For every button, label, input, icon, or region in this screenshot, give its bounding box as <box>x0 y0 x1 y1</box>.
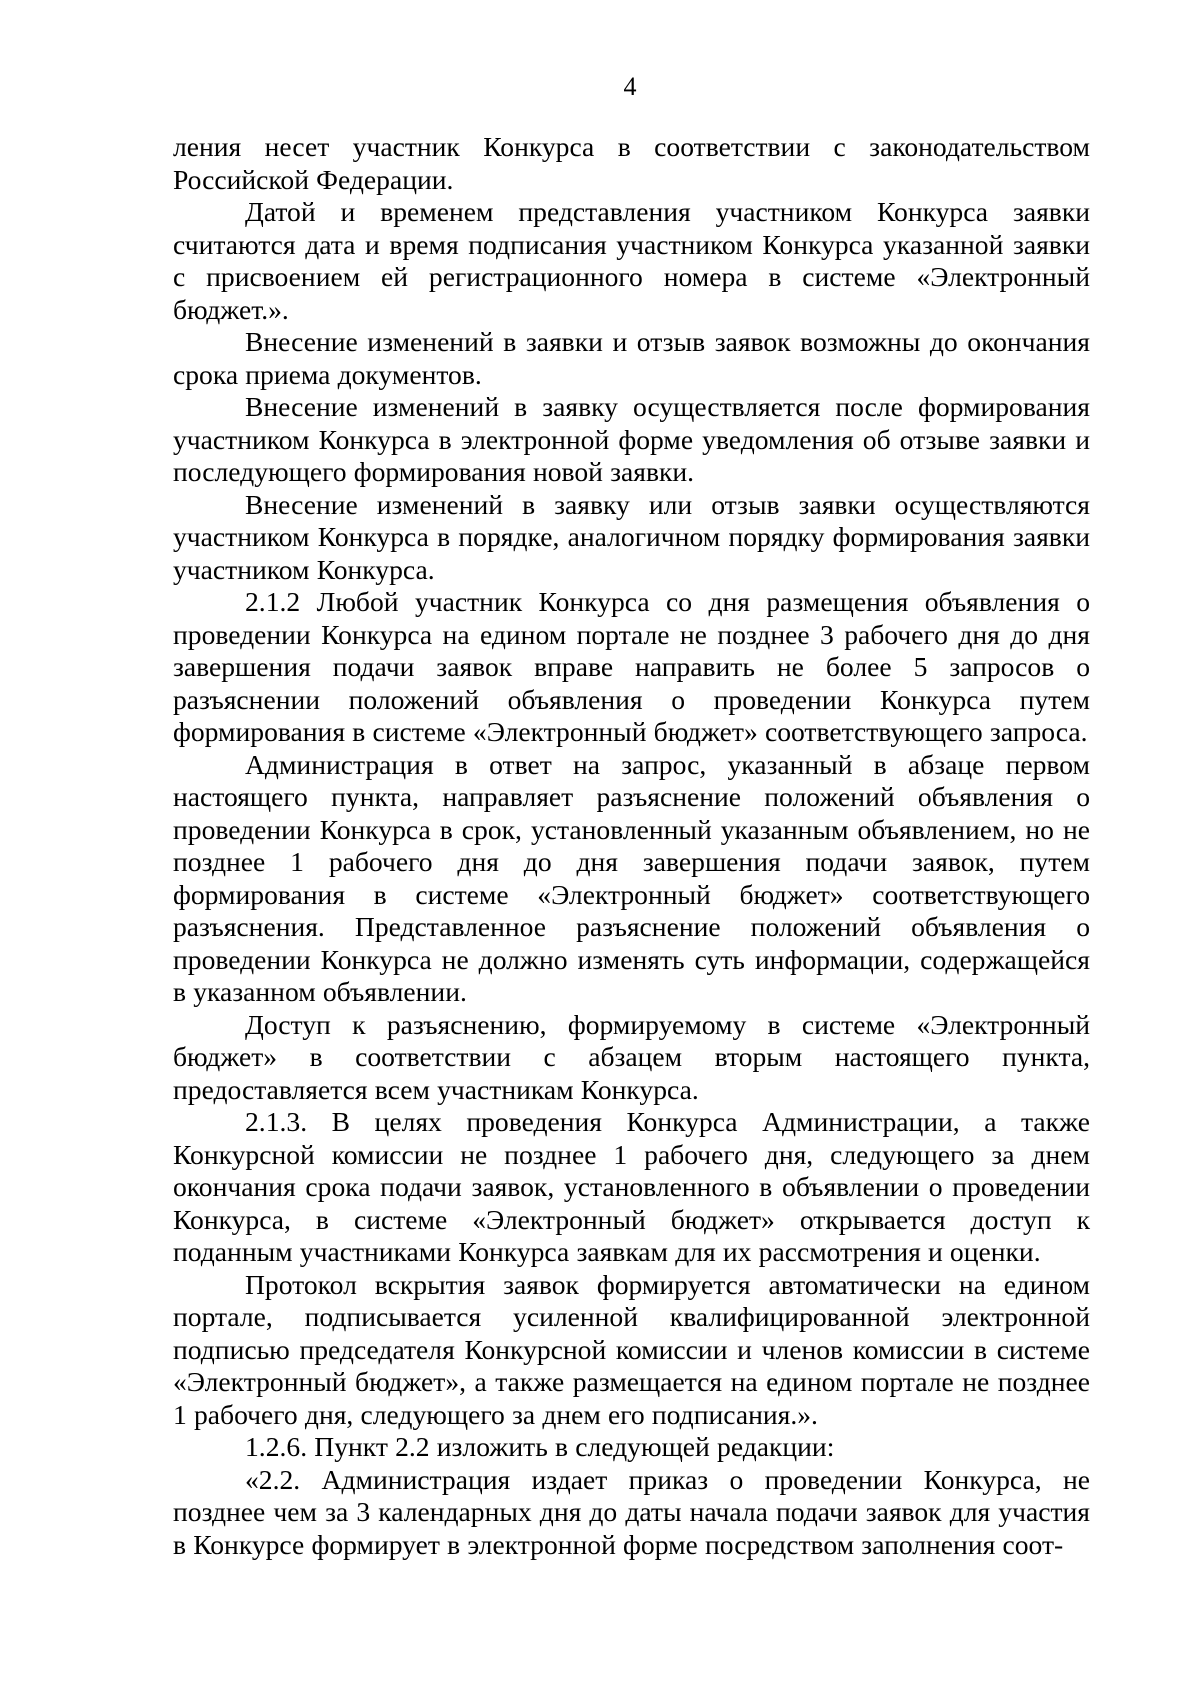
document-body <box>173 131 1090 1561</box>
paragraph-4: Внесение изменений в заявку осуществляется после формирования участником Конкурса в электронной форме уведомления об отзыве заявки и последующего формирования новой заявки. <box>173 391 1090 487</box>
paragraph-11: 1.2.6. Пункт 2.2 изложить в следующей редакции: <box>245 1431 835 1462</box>
paragraph-3: Внесение изменений в заявки и отзыв заявок возможны до окончания срока приема документов. <box>173 326 1090 390</box>
paragraph-8: Доступ к разъяснению, формируемому в системе «Электронный бюджет» в соответствии с абзацем вторым настоящего пункта, предоставляется всем участникам Конкурса. <box>173 1008 1090 1105</box>
paragraph-12: «2.2. Администрация издает приказ о проведении Конкурса, не позднее чем за 3 календарных дня до даты начала подачи заявок для участия в Конкурсе формирует в электронной форме посредством заполнения соот- <box>173 1463 1090 1560</box>
paragraph-5: Внесение изменений в заявку или отзыв заявки осуществляются участником Конкурса в порядке, аналогичном порядку формирования заявки участником Конкурса. <box>173 488 1090 585</box>
paragraph-7: Администрация в ответ на запрос, указанный в абзаце первом настоящего пункта, направляет разъяснение положений объявления о проведении Конкурса в срок, установленный указанным объявлением, но не позднее 1 рабочего дня до дня завершения подачи заявок, путем формирования в системе «Электронный бюджет» соответствующего разъяснения. Представленное разъяснение положений объявления о проведении Конкурса не должно изменять суть информации, содержащейся в указанном объявлении. <box>173 748 1090 1007</box>
paragraph-6: 2.1.2 Любой участник Конкурса со дня размещения объявления о проведении Конкурса на едином портале не позднее 3 рабочего дня до дня завершения подачи заявок вправе направить не более 5 запросов о разъяснении положений объявления о проведении Конкурса путем формирования в системе «Электронный бюджет» соответствующего запроса. <box>173 586 1090 747</box>
paragraph-9: 2.1.3. В целях проведения Конкурса Администрации, а также Конкурсной комиссии не позднее 1 рабочего дня, следующего за днем окончания срока подачи заявок, установленного в объявлении о проведении Конкурса, в системе «Электронный бюджет» открывается доступ к поданным участниками Конкурса заявкам для их рассмотрения и оценки. <box>173 1106 1090 1267</box>
page-number: 4 <box>623 72 637 101</box>
paragraph-2: Датой и временем представления участником Конкурса заявки считаются дата и время подписания участником Конкурса указанной заявки с присвоением ей регистрационного номера в системе «Электронный бюджет.». <box>173 196 1090 325</box>
paragraph-10: Протокол вскрытия заявок формируется автоматически на едином портале, подписывается усиленной квалифицированной электронной подписью председателя Конкурсной комиссии и членов комиссии в системе «Электронный бюджет», а также размещается на едином портале не позднее 1 рабочего дня, следующего за днем его подписания.». <box>173 1268 1090 1430</box>
paragraph-1: ления несет участник Конкурса в соответствии с законодательством Российской Федерации. <box>173 131 1090 195</box>
